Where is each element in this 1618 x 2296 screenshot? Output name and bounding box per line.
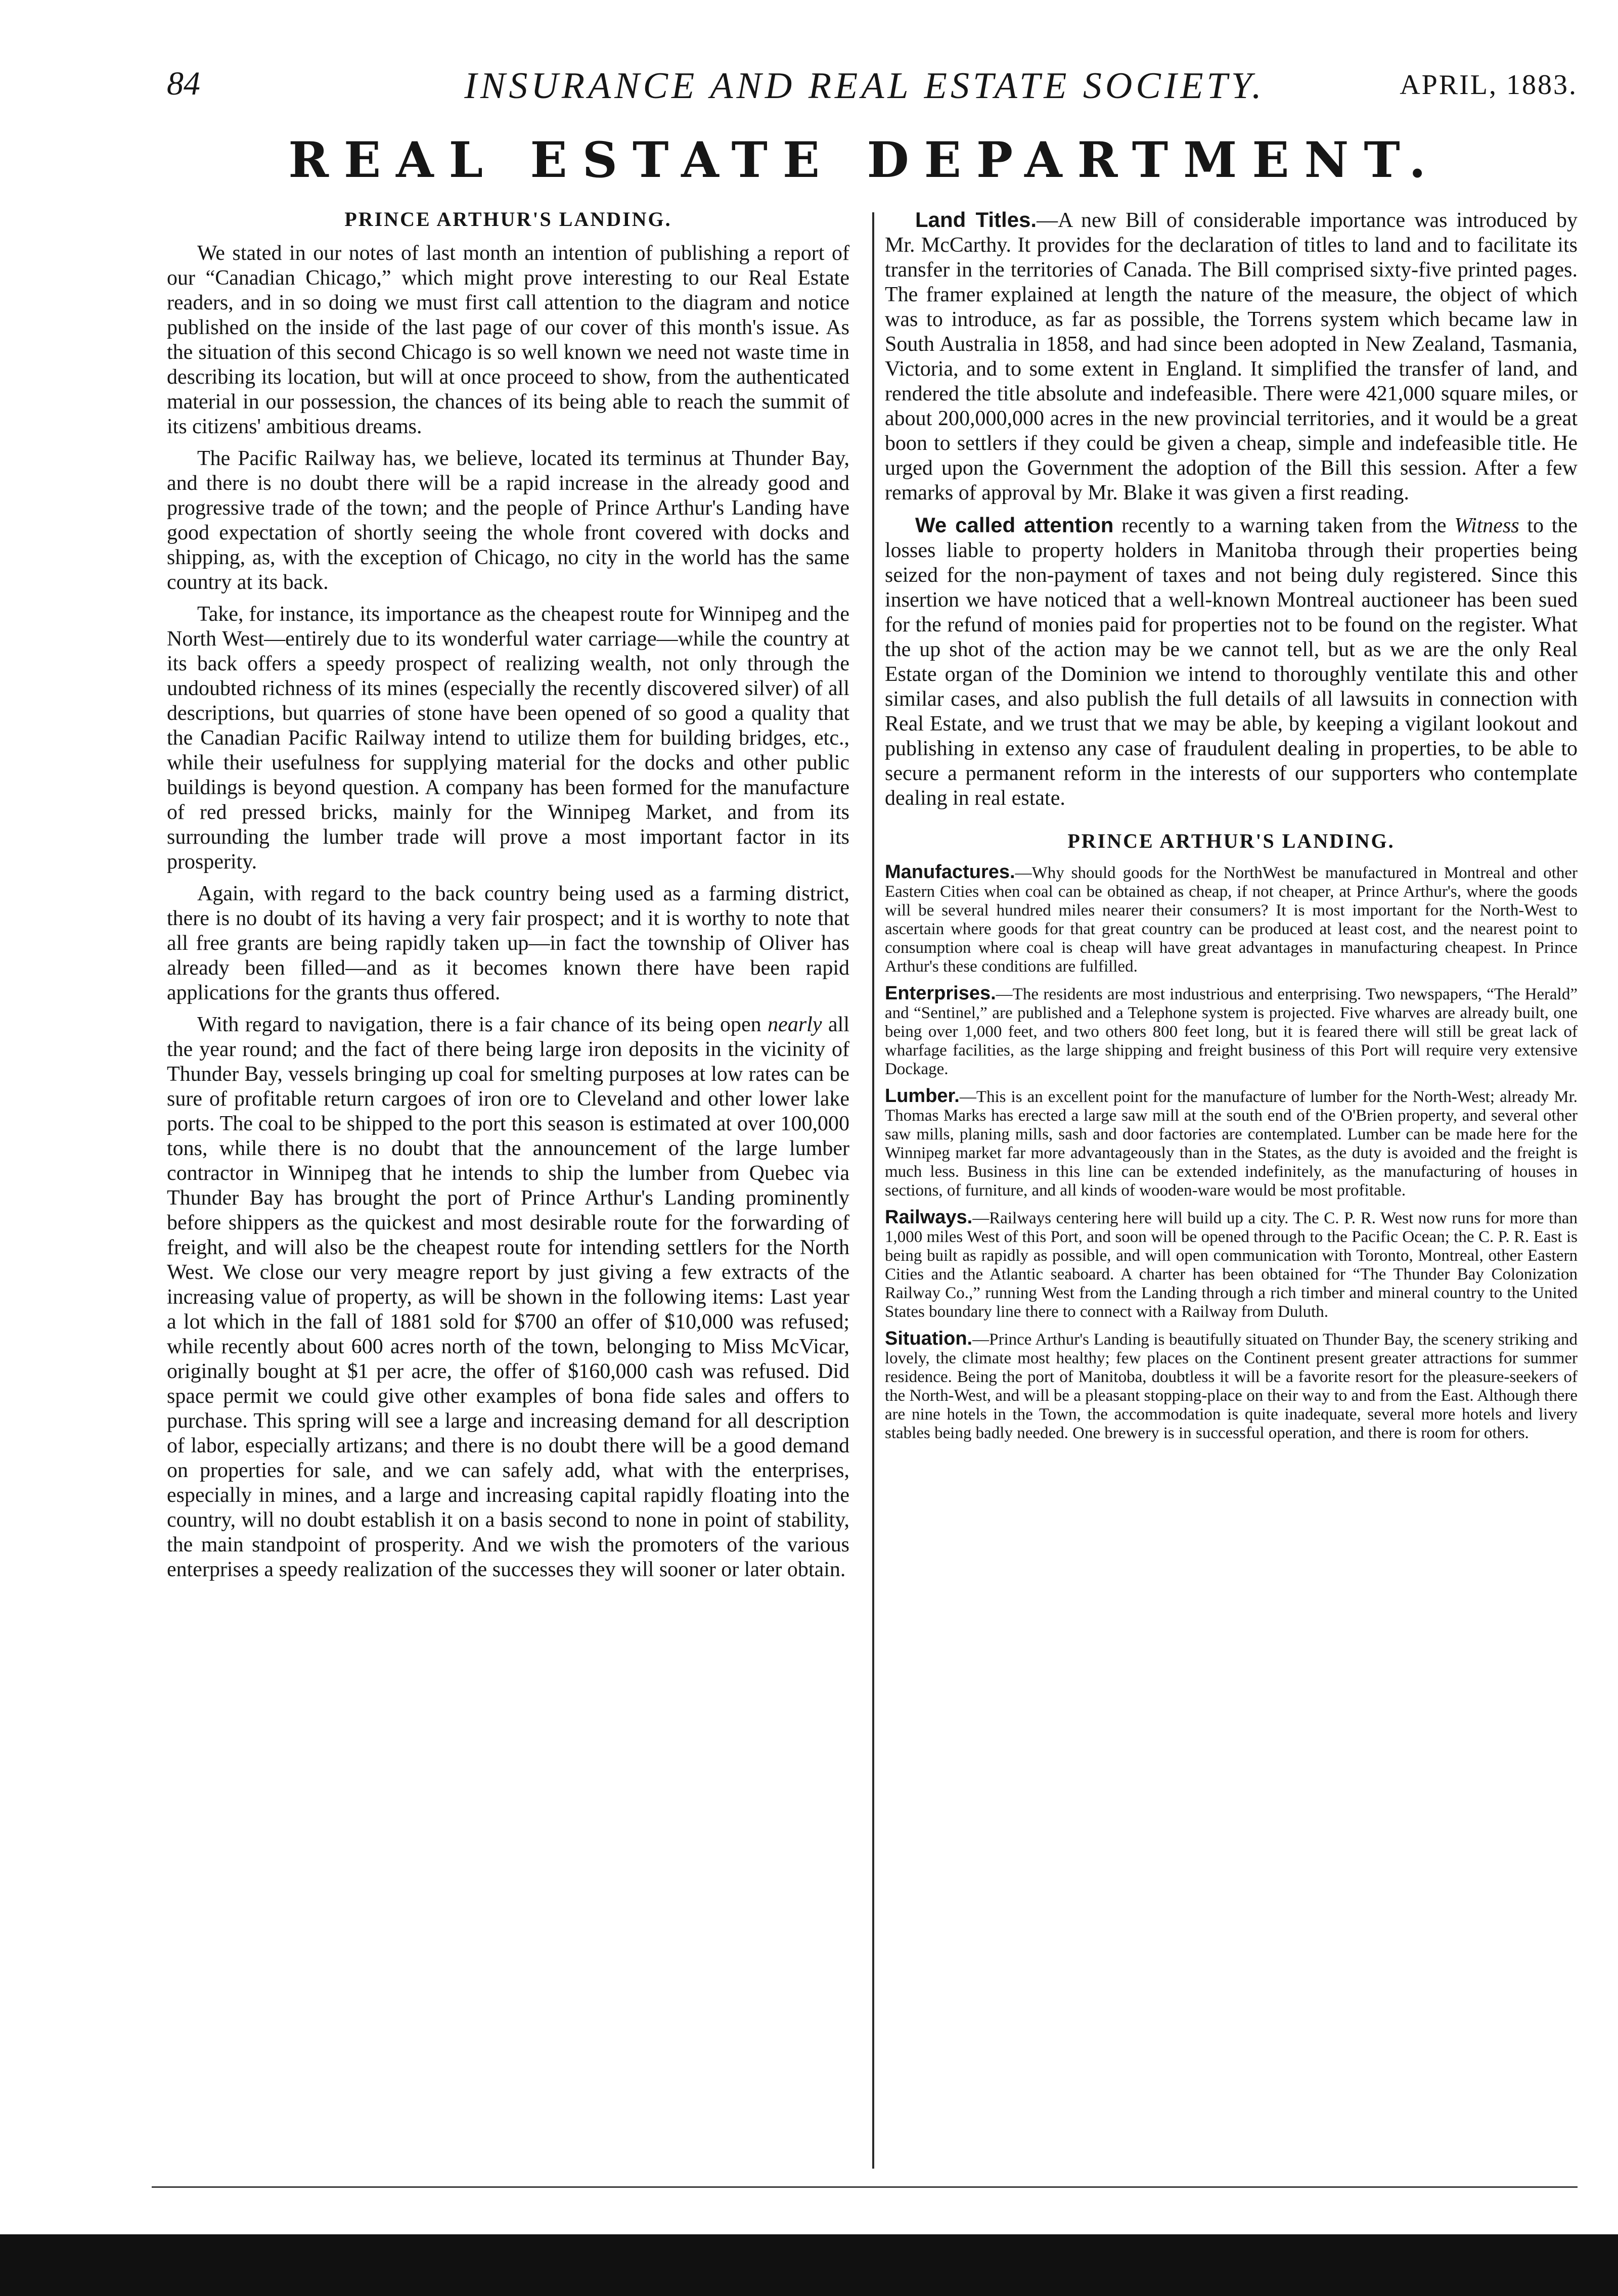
right-column bbox=[885, 207, 1578, 1451]
text-run: to the losses liable to property holders in Manitoba through their properties being seized for the non-payment of taxes and not being duly registered. Since this insertion we have noticed that a well-known Montreal auctioneer has been sued for the refund of monies paid for properties not to be found on the register. What the up shot of the action may be we cannot tell, but as we are the only Real Estate organ of the Dominion we intend to thoroughly ventilate this and other similar cases, and also publish the full details of all lawsuits in connection with Real Estate, and we trust that we may be able, by keeping a vigilant lookout and publishing in extenso any case of fraudulent dealing in properties, to be able to secure a permanent reform in the interests of our supporters who contemplate dealing in real estate. bbox=[885, 514, 1578, 810]
text-run: —This is an excellent point for the manufacture of lumber for the North-West; already Mr. Thomas Marks has erected a large saw mill at the south end of the O'Brien property, and several other saw mills, planing mills, sash and door factories are contemplated. Lumber can be made here for the Winnipeg market far more advantageously than in the States, as the duty is avoided and the freight is much less. Business in this line can be extended indefinitely, as the manufacturing of houses in sections, of furniture, and all kinds of wooden-ware would be most profitable. bbox=[885, 1088, 1578, 1200]
article-heading-2: PRINCE ARTHUR'S LANDING. bbox=[1067, 830, 1395, 852]
run-in-heading: Manufactures. bbox=[885, 861, 1015, 883]
emphasis: nearly bbox=[768, 1013, 822, 1036]
paragraph: Again, with regard to the back country being used as a farming district, there is no doubt of its having a very fair prospect; and it is worthy to note that all free grants are being rapidly taken up—in fact the township of Oliver has already been filled—and as it becomes known there have been rapid applications for the grants thus offered. bbox=[167, 882, 849, 1004]
text-run: —The residents are most industrious and enterprising. Two newspapers, “The Herald” and “Sentinel,” are published and a Telephone system is projected. Five wharves are already built, one being over 1,000 feet, and two others 800 feet long, but it is feared there will still be great lack of wharfage facilities, as the large shipping and freight business of this Port will require very extensive Dockage. bbox=[885, 985, 1578, 1078]
text-run: —A new Bill of considerable importance was introduced by Mr. McCarthy. It provides for the declaration of titles to land and to facilitate its transfer in the territories of Canada. The Bill comprised sixty-five printed pages. The framer explained at length the nature of the measure, the object of which was to introduce, as far as possible, the Torrens system which became law in South Australia in 1858, and had since been adopted in New Zealand, Tasmania, Victoria, and to some extent in England. It simplified the transfer of land, and rendered the title absolute and indefeasible. There were 421,000 square miles, or about 200,000,000 acres in the new provincial territories, and it would be a great boon to settlers if they could be given a cheap, simple and indefeasible title. He urged upon the Government the adoption of the Bill this session. After a few remarks of approval by Mr. Blake it was given a first reading. bbox=[885, 209, 1578, 504]
scan-edge bbox=[0, 2234, 1618, 2296]
columns bbox=[167, 207, 1578, 2169]
article-heading: PRINCE ARTHUR'S LANDING. bbox=[344, 208, 672, 231]
footer-rule bbox=[152, 2186, 1578, 2188]
list-item bbox=[885, 1087, 1578, 1200]
run-in-heading: Lumber. bbox=[885, 1085, 960, 1107]
text-run: —Prince Arthur's Landing is beautifully situated on Thunder Bay, the scenery striking and lovely, the climate most healthy; few places on the Continent present greater attractions for summer residence. Being the port of Manitoba, doubtless it will be a favorite resort for the pleasure-seekers of the North-West, and will be a pleasant stopping-place on their way to and from the East. Although there are nine hotels in the Town, the accommodation is quite inadequate, several more hotels and livery stables being badly needed. One brewery is in successful operation, and there is room for others. bbox=[885, 1330, 1578, 1442]
list-item bbox=[885, 984, 1578, 1079]
running-head bbox=[152, 65, 1578, 120]
department-title: REAL ESTATE DEPARTMENT. bbox=[288, 131, 1441, 189]
navigation-paragraph bbox=[167, 1013, 849, 1582]
journal-title: INSURANCE AND REAL ESTATE SOCIETY. bbox=[464, 65, 1265, 107]
issue-date: APRIL, 1883. bbox=[1400, 69, 1578, 101]
text-run: all the year round; and the fact of there being large iron deposits in the vicinity of Thunder Bay, vessels bringing up coal for smelting purposes at low rates can be sure of profitable return cargoes of iron ore to Cleveland and other lower lake ports. The coal to be shipped to the port this season is estimated at over 100,000 tons, while there is no doubt that the announcement of the large lumber contractor in Winnipeg that he intends to ship the lumber from Quebec via Thunder Bay has brought the port of Prince Arthur's Landing prominently before shippers as the quickest and most desirable route for the forwarding of freight, and will also be the cheapest route for intending settlers for the North West. We close our very meagre report by just giving a few extracts of the increasing value of property, as will be shown in the following items: Last year a lot which in the fall of 1881 sold for $700 an offer of $10,000 was refused; while recently about 600 acres north of the town, belonging to Miss McVicar, originally bought at $1 per acre, the offer of $160,000 cash was refused. Did space permit we could give other examples of bona fide sales and offers to purchase. This spring will see a large and increasing demand for all description of labor, especially artizans; and there is no doubt there will be a good demand on properties for sale, and we can safely add, what with the enterprises, especially in mines, and a large and increasing capital rapidly floating into the country, will no doubt establish it on a basis second to none in point of stability, the main standpoint of prosperity. And we wish the promoters of the various enterprises a speedy realization of the successes they will sooner or later obtain. bbox=[167, 1013, 849, 1581]
list-item bbox=[885, 1329, 1578, 1443]
item-list bbox=[885, 863, 1578, 1443]
page-number: 84 bbox=[167, 65, 200, 102]
run-in-heading: Land Titles. bbox=[915, 208, 1037, 232]
text-run: With regard to navigation, there is a fair chance of its being open bbox=[197, 1013, 768, 1036]
list-item bbox=[885, 863, 1578, 976]
run-in-heading: Enterprises. bbox=[885, 983, 996, 1004]
text-run: recently to a warning taken from the bbox=[1113, 514, 1455, 537]
text-run: —Why should goods for the NorthWest be manufactured in Montreal and other Eastern Cities when coal can be obtained as cheap, if not cheaper, at Prince Arthur's, where the goods will be several hundred miles nearer their consumers? It is most important for the North-West to ascertain where goods for that great country can be produced at least cost, and the nearest point to consumption where coal is cheap will have great advantages in manufacturing cheapest. In Prince Arthur's these conditions are fulfilled. bbox=[885, 864, 1578, 976]
land-titles-paragraph bbox=[885, 207, 1578, 506]
left-column bbox=[167, 207, 849, 1589]
run-in-heading: Railways. bbox=[885, 1207, 973, 1228]
column-divider bbox=[872, 212, 874, 2169]
paragraph: Take, for instance, its importance as the cheapest route for Winnipeg and the North West—entirely due to its wonderful water carriage—while the country at its back offers a speedy prospect of realizing wealth, not only through the undoubted richness of its mines (especially the recently discovered silver) of all descriptions, but quarries of stone have been opened of so good a quality that the Canadian Pacific Railway intend to utilize them for building bridges, etc., while their usefulness for supplying material for the docks and other public buildings is beyond question. A company has been formed for the manufacture of red pressed bricks, mainly for the Winnipeg Market, and from its surrounding the lumber trade will prove a most important factor in its prosperity. bbox=[167, 603, 849, 874]
paragraph: We stated in our notes of last month an intention of publishing a report of our “Canadian Chicago,” which might prove interesting to our Real Estate readers, and in so doing we must first call attention to the diagram and notice published on the inside of the last page of our cover of this month's issue. As the situation of this second Chicago is so well known we need not waste time in describing its location, but will at once proceed to show, from the authenticated material in our possession, the chances of its being able to reach the summit of its citizens' ambitious dreams. bbox=[167, 242, 849, 438]
run-in-heading: Situation. bbox=[885, 1328, 973, 1349]
paragraph: The Pacific Railway has, we believe, located its terminus at Thunder Bay, and there is no doubt there will be a rapid increase in the already good and progressive trade of the town; and the people of Prince Arthur's Landing have good expectation of shortly seeing the whole front covered with docks and shipping, as, with the exception of Chicago, no city in the world has the same country at its back. bbox=[167, 447, 849, 594]
run-in-heading: We called attention bbox=[915, 513, 1114, 537]
attention-paragraph bbox=[885, 513, 1578, 811]
list-item bbox=[885, 1208, 1578, 1321]
text-run: —Railways centering here will build up a city. The C. P. R. West now runs for more than 1,000 miles West of this Port, and soon will be opened through to the Pacific Ocean; the C. P. R. East is being built as rapidly as possible, and will open communication with Toronto, Montreal, other Eastern Cities and the Atlantic seaboard. A charter has been obtained for “The Thunder Bay Colonization Railway Co.,” running West from the Landing through a rich timber and mineral country to the United States boundary line there to connect with a Railway from Duluth. bbox=[885, 1209, 1578, 1321]
emphasis: Witness bbox=[1454, 514, 1519, 537]
